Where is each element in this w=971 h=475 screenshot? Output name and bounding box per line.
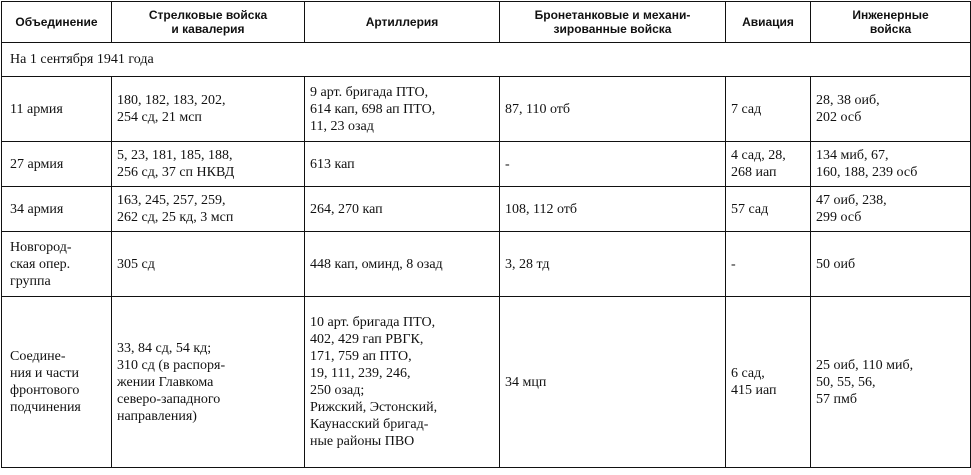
cell-formation: 34 армия (2, 187, 112, 232)
header-armored: Бронетанковые и механи- зированные войска (500, 2, 726, 43)
cell-rifle-cavalry: 5, 23, 181, 185, 188, 256 сд, 37 сп НКВД (112, 142, 305, 187)
header-artillery: Артиллерия (305, 2, 500, 43)
cell-engineers: 47 оиб, 238, 299 осб (811, 187, 971, 232)
cell-artillery: 9 арт. бригада ПТО, 614 кап, 698 ап ПТО, 11, 23 озад (305, 77, 500, 142)
cell-rifle-cavalry: 180, 182, 183, 202, 254 сд, 21 мсп (112, 77, 305, 142)
cell-artillery: 613 кап (305, 142, 500, 187)
cell-aviation: - (726, 232, 811, 297)
cell-aviation: 7 сад (726, 77, 811, 142)
cell-artillery: 448 кап, оминд, 8 озад (305, 232, 500, 297)
cell-engineers: 134 миб, 67, 160, 188, 239 осб (811, 142, 971, 187)
cell-aviation: 57 сад (726, 187, 811, 232)
cell-aviation: 6 сад, 415 иап (726, 297, 811, 468)
header-rifle-cavalry: Стрелковые войска и кавалерия (112, 2, 305, 43)
section-row (2, 43, 971, 77)
header-aviation: Авиация (726, 2, 811, 43)
cell-armored: 87, 110 отб (500, 77, 726, 142)
cell-aviation: 4 сад, 28, 268 иап (726, 142, 811, 187)
table-row (2, 142, 971, 187)
header-row (2, 2, 971, 43)
cell-formation: 11 армия (2, 77, 112, 142)
cell-formation: Новгород- ская опер. группа (2, 232, 112, 297)
header-engineers: Инженерные войска (811, 2, 971, 43)
cell-rifle-cavalry: 163, 245, 257, 259, 262 сд, 25 кд, 3 мсп (112, 187, 305, 232)
cell-artillery: 10 арт. бригада ПТО, 402, 429 гап РВГК, 171, 759 ап ПТО, 19, 111, 239, 246, 250 озад; Рижский, Эстонский, Каунасский бригад- ные районы ПВО (305, 297, 500, 468)
table-row (2, 187, 971, 232)
cell-armored: 108, 112 отб (500, 187, 726, 232)
cell-armored: - (500, 142, 726, 187)
header-formation: Объединение (2, 2, 112, 43)
cell-formation: Соедине- ния и части фронтового подчинения (2, 297, 112, 468)
cell-engineers: 25 оиб, 110 миб, 50, 55, 56, 57 пмб (811, 297, 971, 468)
cell-armored: 3, 28 тд (500, 232, 726, 297)
cell-engineers: 28, 38 оиб, 202 осб (811, 77, 971, 142)
cell-rifle-cavalry: 33, 84 сд, 54 кд; 310 сд (в распоря- жении Главкома северо-западного направления) (112, 297, 305, 468)
cell-engineers: 50 оиб (811, 232, 971, 297)
table-row (2, 232, 971, 297)
cell-armored: 34 мцп (500, 297, 726, 468)
forces-table (1, 1, 971, 468)
table-row (2, 297, 971, 468)
section-title: На 1 сентября 1941 года (2, 43, 971, 77)
cell-formation: 27 армия (2, 142, 112, 187)
table-row (2, 77, 971, 142)
cell-rifle-cavalry: 305 сд (112, 232, 305, 297)
cell-artillery: 264, 270 кап (305, 187, 500, 232)
